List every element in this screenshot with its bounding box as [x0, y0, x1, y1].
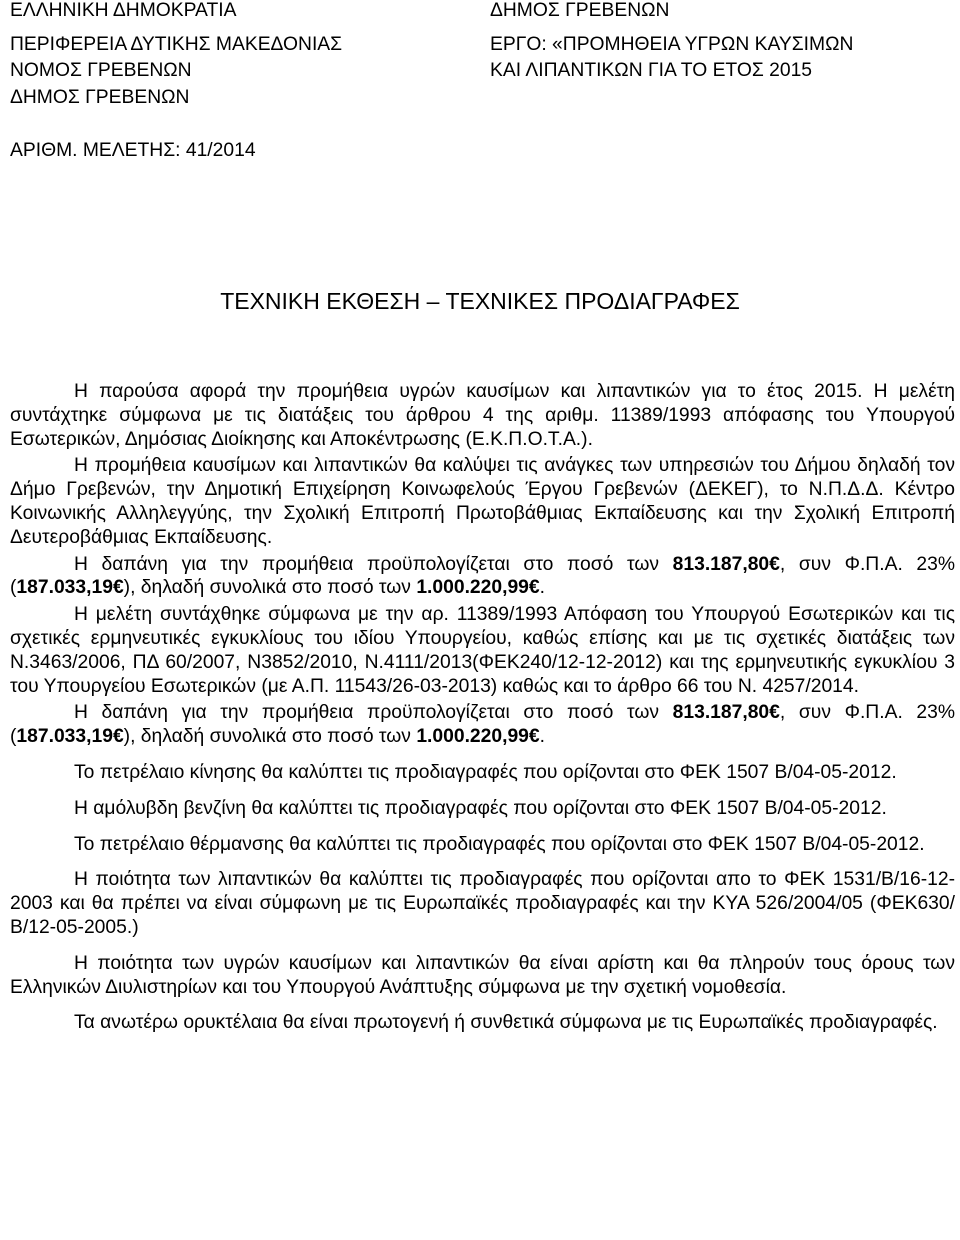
euro-icon: € [769, 702, 780, 724]
header-project: ΕΡΓΟ: «ΠΡΟΜΗΘΕΙΑ ΥΓΡΩΝ ΚΑΥΣΙΜΩΝ [490, 34, 854, 55]
header-municipality: ΔΗΜΟΣ ΓΡΕΒΕΝΩΝ [10, 87, 190, 108]
total-amount: 1.000.220,99 [416, 726, 529, 748]
coverage-paragraph: Η προμήθεια καυσίμων και λιπαντικών θα καλύψει τις ανάγκες των υπηρεσιών του Δήμου δηλαδή τον Δήμο Γρεβενών, την Δημοτική Επιχείρηση Κοινωφελούς Έργου Γρεβενών (ΔΕΚΕΓ), το Ν.Π.Δ.Δ. Κέντρο Κοινωνικής Αλληλεγγύης, την Σχολική Επιτροπή Πρωτοβάθμιας Εκπαίδευσης και την Σχολική Επιτροπή Δευτεροβάθμιας Εκπαίδευσης. [10, 455, 955, 548]
document-body [10, 380, 955, 1035]
total-amount: 1.000.220,99 [416, 577, 529, 599]
header-region: ΠΕΡΙΦΕΡΕΙΑ ΔΥΤΙΚΗΣ ΜΑΚΕΔΟΝΙΑΣ [10, 34, 343, 55]
euro-icon: € [112, 577, 124, 599]
euro-icon: € [112, 726, 124, 748]
cost-text: ), δηλαδή συνολικά στο ποσό των [123, 726, 417, 748]
header-prefecture: ΝΟΜΟΣ ΓΡΕΒΕΝΩΝ [10, 60, 192, 81]
vat-amount: 187.033,19 [16, 726, 113, 748]
diesel-spec-paragraph: Το πετρέλαιο κίνησης θα καλύπτει τις προδιαγραφές που ορίζονται στο ΦΕΚ 1507 Β/04-05-2012. [74, 761, 897, 783]
mineral-oils-paragraph: Τα ανωτέρω ορυκτέλαια θα είναι πρωτογενή ή συνθετικά σύμφωνα με τις Ευρωπαϊκές προδιαγραφές. [74, 1012, 938, 1034]
cost-text: , συν Φ.Π.Α. 23% ( [10, 553, 956, 599]
cost-paragraph-repeat [10, 701, 955, 749]
heating-oil-spec-paragraph: Το πετρέλαιο θέρμανσης θα καλύπτει τις προδιαγραφές που ορίζονται στο ΦΕΚ 1507 Β/04-05-2012. [74, 833, 925, 855]
quality-paragraph: Η ποιότητα των υγρών καυσίμων και λιπαντικών θα είναι αρίστη και θα πληρούν τους όρους των Ελληνικών Διυλιστηρίων και του Υπουργού Ανάπτυξης σύμφωνα με την σχετική νομοθεσία. [10, 952, 955, 998]
cost-amount: 813.187,80 [672, 553, 770, 575]
lubricants-spec-paragraph: Η ποιότητα των λιπαντικών θα καλύπτει τις προδιαγραφές που ορίζονται απο το ΦΕΚ 1531/Β/16-12-2003 και θα πρέπει να είναι σύμφωνη με τις Ευρωπαϊκές προδιαγραφές και την ΚΥΑ 526/2004/05 (ΦΕΚ630/Β/12-05-2005.) [10, 869, 955, 938]
header-country: ΕΛΛΗΝΙΚΗ ΔΗΜΟΚΡΑΤΙΑ [10, 0, 237, 21]
document-title: ΤΕΧΝΙΚΗ ΕΚΘΕΣΗ – ΤΕΧΝΙΚΕΣ ΠΡΟΔΙΑΓΡΑΦΕΣ [220, 288, 740, 314]
petrol-spec-paragraph: Η αμόλυβδη βενζίνη θα καλύπτει τις προδιαγραφές που ορίζονται στο ΦΕΚ 1507 Β/04-05-2012. [74, 797, 887, 819]
cost-text: . [539, 577, 545, 599]
cost-text: Η δαπάνη για την προμήθεια προϋπολογίζεται στο ποσό των [74, 702, 673, 724]
cost-text: ), δηλαδή συνολικά στο ποσό των [123, 577, 417, 599]
cost-amount: 813.187,80 [672, 702, 770, 724]
cost-text: , συν Φ.Π.Α. 23% ( [10, 702, 956, 748]
euro-icon: € [528, 577, 540, 599]
legal-basis-paragraph: Η μελέτη συντάχθηκε σύμφωνα με την αρ. 11389/1993 Απόφαση του Υπουργού Εσωτερικών και τις σχετικές ερμηνευτικές εγκυκλίους του ιδίου Υπουργείου, καθώς επίσης και με τις σχετικές διατάξεις των Ν.3463/2006, ΠΔ 60/2007, Ν3852/2010, Ν.4111/2013(ΦΕΚ240/12-12-2012) και της ερμηνευτικής εγκυκλίου 3 του Υπουργείου Εσωτερικών (με Α.Π. 11543/26-03-2013) καθώς και το άρθρο 66 του Ν. 4257/2014. [10, 604, 955, 697]
cost-text: . [539, 726, 545, 748]
vat-amount: 187.033,19 [16, 577, 113, 599]
cost-paragraph [10, 553, 955, 601]
header-right-municipality: ΔΗΜΟΣ ΓΡΕΒΕΝΩΝ [490, 0, 670, 21]
cost-text: Η δαπάνη για την προμήθεια προϋπολογίζεται στο ποσό των [74, 553, 673, 575]
study-number: ΑΡΙΘΜ. ΜΕΛΕΤΗΣ: 41/2014 [10, 140, 256, 161]
header-project-year: ΚΑΙ ΛΙΠΑΝΤΙΚΩΝ ΓΙΑ ΤΟ ΕΤΟΣ 2015 [490, 60, 813, 81]
euro-icon: € [528, 726, 540, 748]
intro-paragraph: Η παρούσα αφορά την προμήθεια υγρών καυσίμων και λιπαντικών για το έτος 2015. Η μελέτη συντάχτηκε σύμφωνα με τις διατάξεις του άρθρου 4 της αριθμ. 11389/1993 απόφασης του Υπουργού Εσωτερικών, Δημόσιας Διοίκησης και Αποκέντρωσης (Ε.Κ.Π.Ο.Τ.Α.). [10, 381, 955, 450]
euro-icon: € [769, 553, 780, 575]
